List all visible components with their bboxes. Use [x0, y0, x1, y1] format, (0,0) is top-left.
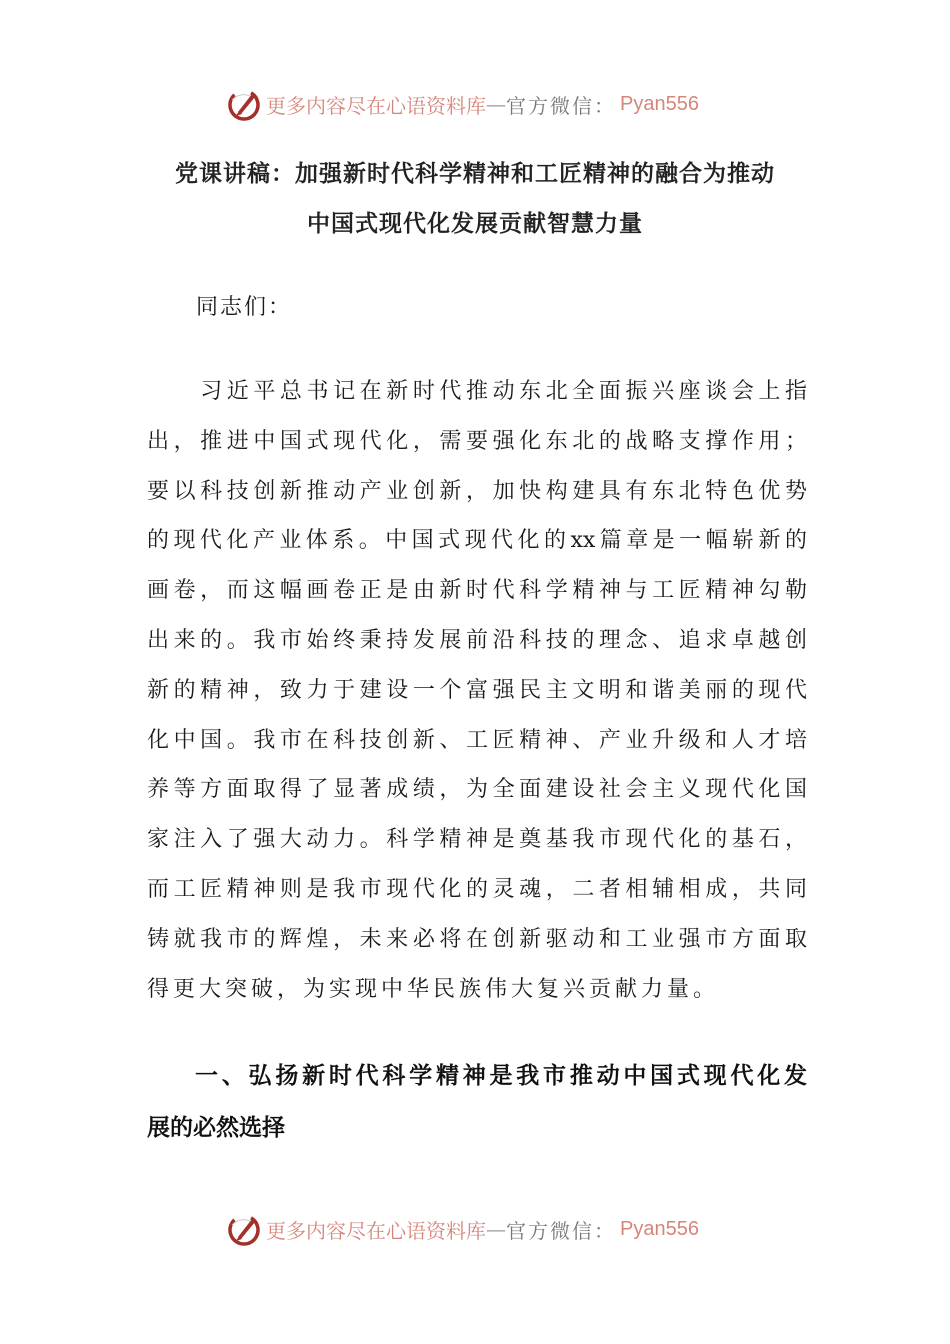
- paragraph-line: 得更大突破，为实现中华民族伟大复兴贡献力量。: [147, 976, 720, 1002]
- paragraph-line: 铸就我市的辉煌，未来必将在创新驱动和工业强市方面取: [147, 926, 807, 952]
- watermark-wechat-id: Pyan556: [620, 92, 699, 115]
- section-heading-line-2: 展的必然选择: [147, 1115, 285, 1141]
- paragraph-line: 习近平总书记在新时代推动东北全面振兴座谈会上指: [147, 379, 807, 404]
- paragraph-line: 养等方面取得了显著成绩，为全面建设社会主义现代化国: [147, 777, 807, 803]
- watermark-wechat-label: 官方微信：: [506, 1218, 616, 1243]
- paragraph-line: 家注入了强大动力。科学精神是奠基我市现代化的基石，: [147, 827, 807, 853]
- paragraph-line: 的现代化产业体系。中国式现代化的xx篇章是一幅崭新的: [147, 528, 807, 554]
- document-title-line-1: 党课讲稿：加强新时代科学精神和工匠精神的融合为推动: [175, 161, 775, 187]
- quill-pen-logo-icon: [226, 86, 262, 122]
- paragraph-line: 画卷，而这幅画卷正是由新时代科学精神与工匠精神勾勒: [147, 578, 807, 604]
- watermark-banner-bottom: [226, 1209, 726, 1249]
- watermark-dash: —: [486, 1217, 506, 1241]
- body-paragraph: [147, 367, 807, 1014]
- watermark-wechat-id: Pyan556: [620, 1217, 699, 1240]
- paragraph-line: 出来的。我市始终秉持发展前沿科技的理念、追求卓越创: [147, 627, 807, 653]
- document-title-line-2: 中国式现代化发展贡献智慧力量: [307, 211, 643, 237]
- paragraph-line: 出，推进中国式现代化，需要强化东北的战略支撑作用；: [147, 428, 807, 454]
- paragraph-line: 新的精神，致力于建设一个富强民主文明和谐美丽的现代: [147, 677, 807, 703]
- paragraph-line: 化中国。我市在科技创新、工匠精神、产业升级和人才培: [147, 727, 807, 753]
- watermark-banner-top: [226, 84, 726, 124]
- paragraph-line: 而工匠精神则是我市现代化的灵魂，二者相辅相成，共同: [147, 876, 807, 902]
- watermark-site-text: 更多内容尽在心语资料库: [266, 93, 486, 118]
- quill-pen-logo-icon: [226, 1211, 262, 1247]
- section-heading-1: [147, 1050, 807, 1154]
- paragraph-line: 要以科技创新推动产业创新，加快构建具有东北特色优势: [147, 478, 807, 504]
- watermark-site-text: 更多内容尽在心语资料库: [266, 1218, 486, 1243]
- watermark-dash: —: [486, 92, 506, 116]
- watermark-wechat-label: 官方微信：: [506, 93, 616, 118]
- greeting: 同志们：: [196, 295, 293, 320]
- section-heading-line-1: 一、弘扬新时代科学精神是我市推动中国式现代化发: [195, 1063, 807, 1089]
